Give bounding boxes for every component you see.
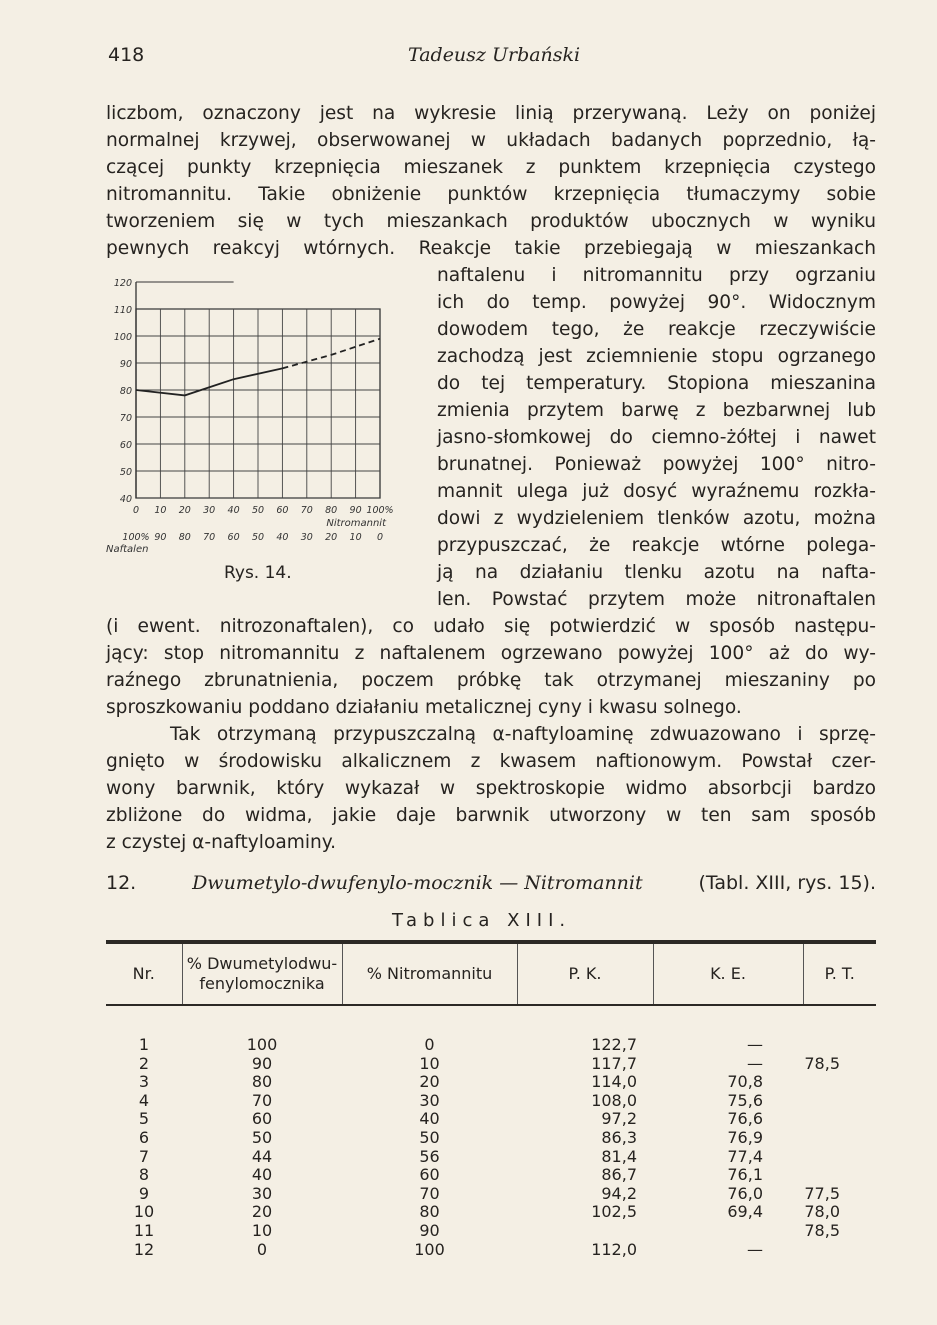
table-cell: 86,7 <box>601 1165 637 1185</box>
text-line: raźnego zbrunatnienia, poczem próbkę tak otrzymanej mieszaniny po <box>106 670 876 691</box>
table-cell: 50 <box>251 1127 273 1147</box>
table-cell: 60 <box>419 1165 440 1185</box>
paragraph-1-continued <box>106 613 876 694</box>
table-cell: 97,2 <box>601 1109 637 1129</box>
text-line: pewnych reakcyj wtórnych. Reakcje takie przebiegają w mieszankach <box>106 238 876 259</box>
table-cell: 0 <box>424 1035 435 1054</box>
table-cell: 50 <box>419 1127 440 1147</box>
table-cell: 117,7 <box>591 1053 637 1073</box>
paragraph-1-last-line: sproszkowaniu poddano działaniu metalicznej cyny i kwasu solnego. <box>106 697 742 718</box>
paragraph-2-last-line: z czystej α-naftyloaminy. <box>106 832 337 853</box>
text-line: jasno-słomkowej do ciemno-żółtej i nawet <box>437 427 876 448</box>
table-cell: 9 <box>138 1183 150 1203</box>
table-cell: 90 <box>251 1053 273 1073</box>
y-tick-label: 110 <box>113 305 132 316</box>
table-cell: 94,2 <box>601 1183 637 1203</box>
y-tick-label: 90 <box>119 359 132 370</box>
table-cell: 70 <box>419 1183 440 1203</box>
x-tick-label-nitromannit: 60 <box>276 505 289 516</box>
text-line: zachodzą jest zciemnienie stopu ogrzanego <box>437 346 876 367</box>
column-header: P. K. <box>517 942 653 1005</box>
paragraph-1-full <box>106 100 876 262</box>
table-cell <box>517 1222 653 1241</box>
x-tick-label-nitromannit: 30 <box>203 505 216 516</box>
table-row <box>106 1166 876 1185</box>
table-cell: 69,4 <box>727 1202 763 1222</box>
section-heading <box>106 872 876 894</box>
table-row <box>106 1055 876 1074</box>
x-tick-label-naftalen: 0 <box>376 532 384 543</box>
table-cell: 108,0 <box>591 1090 637 1110</box>
table-cell: 5 <box>138 1109 150 1129</box>
text-line: jący: stop nitromannitu z naftalenem ogrzewano powyżej 100° aż do wy- <box>106 643 876 664</box>
paragraph-2 <box>106 721 876 829</box>
table-row <box>106 1005 876 1055</box>
table-cell: 10 <box>133 1202 155 1222</box>
running-header-author: Tadeusz Urbański <box>408 44 581 66</box>
x-axis-label-naftalen: Naftalen <box>106 544 149 555</box>
text-line: mannit ulega już dosyć wyraźnemu rozkła- <box>437 481 876 502</box>
page-number: 418 <box>108 44 145 66</box>
table-cell: 6 <box>138 1127 150 1147</box>
figure-caption: Rys. 14. <box>224 563 292 583</box>
text-line: ich do temp. powyżej 90°. Widocznym <box>437 292 876 313</box>
table-cell: 102,5 <box>591 1202 637 1222</box>
table-row <box>106 1222 876 1241</box>
table-cell: 70,8 <box>727 1072 763 1092</box>
text-line: liczbom, oznaczony jest na wykresie linią przerywaną. Leży on poniżej <box>106 103 876 124</box>
table-cell: 77,4 <box>727 1146 763 1166</box>
x-tick-label-naftalen: 40 <box>276 532 289 543</box>
table-cell: 90 <box>419 1220 440 1240</box>
table-cell: 76,6 <box>727 1109 763 1129</box>
y-tick-label: 50 <box>119 467 132 478</box>
y-tick-label: 60 <box>119 440 132 451</box>
table-cell: 78,0 <box>804 1202 840 1222</box>
table-cell: 10 <box>419 1053 440 1073</box>
x-tick-label-nitromannit: 100% <box>366 505 394 516</box>
table-cell: 112,0 <box>591 1239 637 1259</box>
table-cell: 78,5 <box>804 1220 840 1240</box>
x-tick-label-naftalen: 10 <box>349 532 362 543</box>
table-cell: 80 <box>251 1072 273 1092</box>
x-tick-label-naftalen: 80 <box>178 532 191 543</box>
table-cell: 7 <box>138 1146 150 1166</box>
table-row <box>106 1241 876 1260</box>
table-cell <box>803 1166 876 1185</box>
table-cell: 30 <box>419 1090 440 1110</box>
x-tick-label-naftalen: 90 <box>154 532 167 543</box>
x-tick-label-nitromannit: 80 <box>325 505 338 516</box>
x-tick-label-nitromannit: 70 <box>300 505 313 516</box>
table-cell <box>803 1005 876 1055</box>
x-tick-label-naftalen: 20 <box>325 532 338 543</box>
x-axis-label-nitromannit: Nitromannit <box>326 518 386 529</box>
table-cell: 40 <box>419 1109 440 1129</box>
x-tick-label-naftalen: 70 <box>203 532 216 543</box>
x-tick-label-nitromannit: 20 <box>178 505 191 516</box>
table-cell: 80 <box>419 1202 440 1222</box>
x-tick-label-nitromannit: 50 <box>251 505 265 516</box>
freezing-point-chart <box>100 270 405 600</box>
data-table <box>106 940 876 1259</box>
text-line: dowi z wydzieleniem tlenków azotu, można <box>437 508 876 529</box>
x-tick-label-naftalen: 30 <box>300 532 313 543</box>
text-line: dowodem tego, że reakcje rzeczywiście <box>437 319 876 340</box>
column-header: K. E. <box>653 942 803 1005</box>
x-tick-label-nitromannit: 10 <box>154 505 167 516</box>
column-header: Nr. <box>106 942 182 1005</box>
table-cell: 4 <box>138 1090 150 1110</box>
table-cell: 2 <box>138 1053 150 1073</box>
text-line: czącej punkty krzepnięcia mieszanek z punktem krzepnięcia czystego <box>106 157 876 178</box>
table-cell: — <box>747 1053 763 1073</box>
table-row <box>106 1073 876 1092</box>
table-cell: 100 <box>414 1239 445 1259</box>
table-cell: 20 <box>419 1072 440 1092</box>
table-cell: 77,5 <box>804 1183 840 1203</box>
section-number: 12. <box>106 872 137 894</box>
table-cell: 8 <box>138 1165 150 1185</box>
text-line: normalnej krzywej, obserwowanej w układach badanych poprzednio, łą- <box>106 130 876 151</box>
table-cell: 100 <box>246 1035 278 1054</box>
section-title: Dwumetylo-dwufenylo-mocznik — Nitromannit <box>192 872 643 894</box>
table-cell <box>803 1073 876 1092</box>
table-cell: 12 <box>133 1239 155 1259</box>
y-tick-label: 40 <box>119 494 132 505</box>
x-tick-label-naftalen: 100% <box>122 532 150 543</box>
text-line: naftalenu i nitromannitu przy ogrzaniu <box>437 265 876 286</box>
text-line: wony barwnik, który wykazał w spektroskopie widmo absorbcji bardzo <box>106 778 876 799</box>
text-line: (i ewent. nitrozonaftalen), co udało się potwierdzić w sposób następu- <box>106 616 876 637</box>
column-header: P. T. <box>803 942 876 1005</box>
x-tick-label-nitromannit: 40 <box>227 505 240 516</box>
table-cell <box>803 1241 876 1260</box>
table-cell: 20 <box>251 1202 273 1222</box>
y-tick-label: 100 <box>113 332 132 343</box>
section-reference: (Tabl. XIII, rys. 15). <box>698 872 876 894</box>
x-tick-label-naftalen: 60 <box>227 532 240 543</box>
table-cell: 40 <box>251 1165 273 1185</box>
table-cell: — <box>747 1035 763 1054</box>
table-cell: 30 <box>251 1183 273 1203</box>
x-tick-label-naftalen: 50 <box>251 532 265 543</box>
table-row <box>106 1185 876 1204</box>
text-line: brunatnej. Ponieważ powyżej 100° nitro- <box>437 454 876 475</box>
table-cell <box>803 1129 876 1148</box>
text-line: przypuszczać, że reakcje wtórne polega- <box>437 535 876 556</box>
table-cell: 114,0 <box>591 1072 637 1092</box>
table-cell: 122,7 <box>591 1035 637 1054</box>
table-row <box>106 1129 876 1148</box>
text-line: do tej temperatury. Stopiona mieszanina <box>437 373 876 394</box>
table-cell: 81,4 <box>601 1146 637 1166</box>
column-header: % Dwumetylodwu-fenylomocznika <box>182 942 342 1005</box>
table-cell: — <box>747 1239 763 1259</box>
table-row <box>106 1092 876 1111</box>
table-cell: 86,3 <box>601 1127 637 1147</box>
table-cell: 75,6 <box>727 1090 763 1110</box>
table-cell: 11 <box>133 1220 155 1240</box>
table-row <box>106 1203 876 1222</box>
table-cell <box>803 1148 876 1167</box>
table-row <box>106 1110 876 1129</box>
text-line: Tak otrzymaną przypuszczalną α-naftyloaminę zdwuazowano i sprzę- <box>170 724 876 745</box>
text-line: nitromannitu. Takie obniżenie punktów krzepnięcia tłumaczymy sobie <box>106 184 876 205</box>
y-tick-label: 120 <box>113 278 132 289</box>
table-cell: 60 <box>251 1109 273 1129</box>
text-line: zmienia przytem barwę z bezbarwnej lub <box>437 400 876 421</box>
x-tick-label-nitromannit: 0 <box>132 505 140 516</box>
table-cell: 76,1 <box>727 1165 763 1185</box>
column-header: % Nitromannitu <box>342 942 517 1005</box>
table-cell: 78,5 <box>804 1053 840 1073</box>
table-title: Tablica XIII. <box>392 910 572 931</box>
text-line: ją na działaniu tlenku azotu na nafta- <box>437 562 876 583</box>
y-tick-label: 80 <box>119 386 132 397</box>
table-cell: 76,9 <box>727 1127 763 1147</box>
table-cell: 76,0 <box>727 1183 763 1203</box>
table-cell: 70 <box>251 1090 273 1110</box>
table-cell <box>803 1110 876 1129</box>
table-cell <box>653 1222 803 1241</box>
table-row <box>106 1148 876 1167</box>
table-cell: 1 <box>138 1035 150 1054</box>
paragraph-1-beside-figure <box>437 262 876 613</box>
y-tick-label: 70 <box>119 413 132 424</box>
table-cell: 56 <box>419 1146 440 1166</box>
table-header-row <box>106 942 876 1005</box>
text-line: tworzeniem się w tych mieszankach produktów ubocznych w wyniku <box>106 211 876 232</box>
table-cell: 3 <box>138 1072 150 1092</box>
text-line: zbliżone do widma, jakie daje barwnik utworzony w ten sam sposób <box>106 805 876 826</box>
table-cell: 44 <box>251 1146 273 1166</box>
table-cell: 0 <box>256 1239 268 1259</box>
table-cell <box>803 1092 876 1111</box>
x-tick-label-nitromannit: 90 <box>349 505 362 516</box>
text-line: len. Powstać przytem może nitronaftalen <box>437 589 876 610</box>
text-line: gnięto w środowisku alkalicznem z kwasem naftionowym. Powstał czer- <box>106 751 876 772</box>
table-cell: 10 <box>251 1220 273 1240</box>
